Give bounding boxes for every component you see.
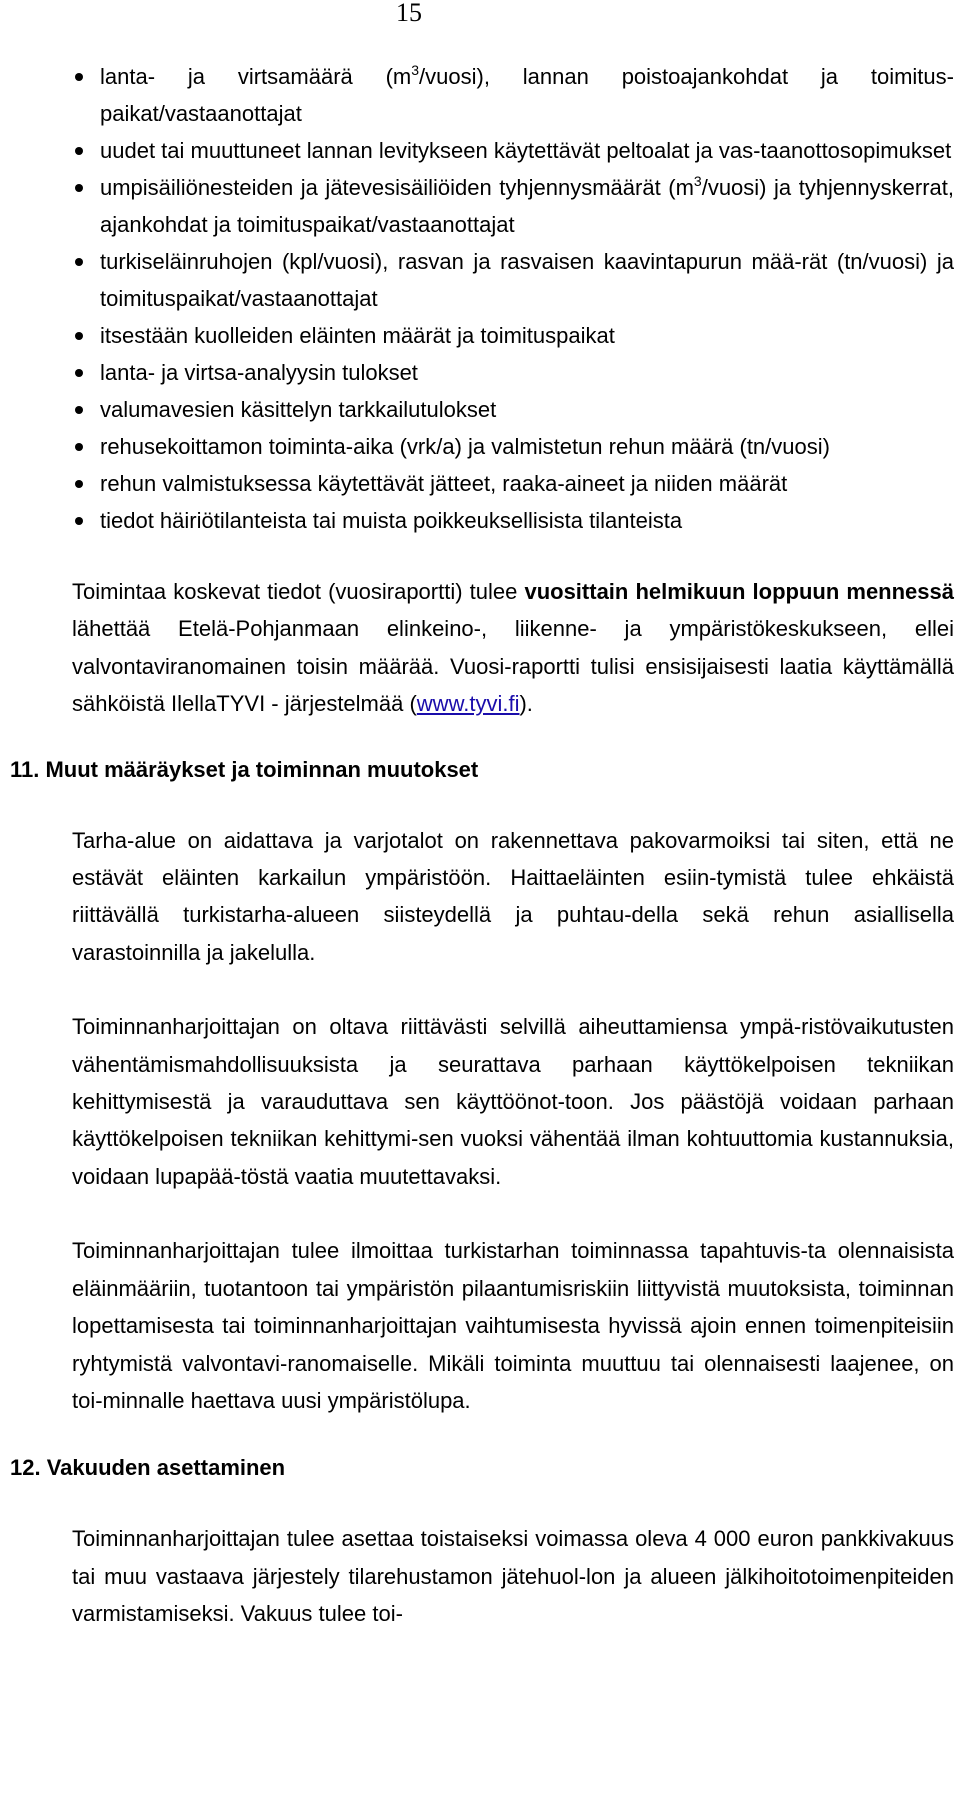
list-item: itsestään kuolleiden eläinten määrät ja toimituspaikat (72, 317, 954, 354)
document-body (10, 58, 954, 1633)
list-item: lanta- ja virtsamäärä $(m^3/vuosi)$, lannan poistoajankohdat ja toimitus-paikat/vastaanottajat (72, 58, 954, 132)
section-11-paragraph-1: Tarha-alue on aidattava ja varjotalot on rakennettava pakovarmoiksi tai siten, että ne estävät eläinten karkailun ympäristöön. Haittaeläinten esiin-tymistä tulee ehkäistä riittävällä turkistarha-alueen siisteydellä ja puhtau-della sekä rehun asiallisella varastoinnilla ja jakelulla. (72, 827, 954, 965)
section-11-heading: 11. Muut määräykset ja toiminnan muutokset (10, 756, 479, 782)
list-item: rehusekoittamon toiminta-aika (vrk/a) ja valmistetun rehun määrä (tn/vuosi) (72, 428, 954, 465)
annual-report-paragraph: Toimintaa koskevat tiedot (vuosiraportti) tulee vuosittain helmikuun loppuun mennessä lähettää Etelä-Pohjanmaan elinkeino-, liikenne- ja ympäristökeskukseen, ellei valvontaviranomainen toisin määrää. Vuosi-raportti tulisi ensisijaisesti laatia käyttämällä sähköistä IlellaTYVI - järjestelmää (www.tyvi.fi). (72, 579, 954, 717)
bullet-icon (75, 480, 83, 488)
bullet-icon (75, 73, 83, 81)
section-12-paragraph: Toiminnanharjoittajan tulee asettaa toistaiseksi voimassa oleva 4 000 euron pankkivakuus tai muu vastaava järjestely tilarehustamon jätehuol-lon ja alueen jälkihoitotoimenpiteiden varmistamiseksi. Vakuus tulee toi- (72, 1526, 954, 1627)
section-11-paragraph-3: Toiminnanharjoittajan tulee ilmoittaa turkistarhan toiminnassa tapahtuvis-ta olennaisista eläinmääriin, tuotantoon tai ympäristön pilaantumisriskiin liittyvistä muutoksista, toiminnan lopettamisesta tai toiminnanharjoittajan vaihtumisesta hyvissä ajoin ennen toimenpiteisiin ryhtymistä valvontavi-ranomaiselle. Mikäli toiminta muuttuu tai olennaisesti laajenee, on toi-minnalle haettava uusi ympäristölupa. (72, 1238, 954, 1413)
list-item: tiedot häiriötilanteista tai muista poikkeuksellisista tilanteista (72, 502, 954, 539)
bullet-icon (75, 147, 83, 155)
bullet-icon (75, 517, 83, 525)
bullet-icon (75, 258, 83, 266)
page-number: 15 (396, 0, 422, 27)
list-item: rehun valmistuksessa käytettävät jätteet, raaka-aineet ja niiden määrät (72, 465, 954, 502)
list-item: umpisäiliönesteiden ja jätevesisäiliöiden tyhjennysmäärät $(m^3/vuosi)$ ja tyhjennyskerrat, ajankohdat ja toimituspaikat/vastaanottajat (72, 169, 954, 243)
bullet-icon (75, 184, 83, 192)
section-12-heading: 12. Vakuuden asettaminen (10, 1455, 286, 1481)
tyvi-link[interactable]: www.tyvi.fi (416, 691, 520, 717)
list-item: lanta- ja virtsa-analyysin tulokset (72, 354, 954, 391)
list-item: uudet tai muuttuneet lannan levitykseen käytettävät peltoalat ja vas-taanottosopimukset (72, 132, 954, 169)
bullet-icon (75, 332, 83, 340)
section-11-paragraph-2: Toiminnanharjoittajan on oltava riittävästi selvillä aiheuttamiensa ympä-ristövaikutusten vähentämismahdollisuuksista ja seurattava parhaan käyttökelpoisen tekniikan kehittymisestä ja varauduttava sen käyttöönot-toon. Jos päästöjä voidaan parhaan käyttökelpoisen tekniikan kehittymi-sen vuoksi vähentää ilman kohtuuttomia kustannuksia, voidaan lupapää-töstä vaatia muutettavaksi. (72, 1014, 954, 1189)
report-items-list (72, 58, 954, 539)
list-item: valumavesien käsittelyn tarkkailutulokset (72, 391, 954, 428)
list-item: turkiseläinruhojen (kpl/vuosi), rasvan ja rasvaisen kaavintapurun mää-rät (tn/vuosi) ja toimituspaikat/vastaanottajat (72, 243, 954, 317)
bullet-icon (75, 406, 83, 414)
bullet-icon (75, 443, 83, 451)
bullet-icon (75, 369, 83, 377)
